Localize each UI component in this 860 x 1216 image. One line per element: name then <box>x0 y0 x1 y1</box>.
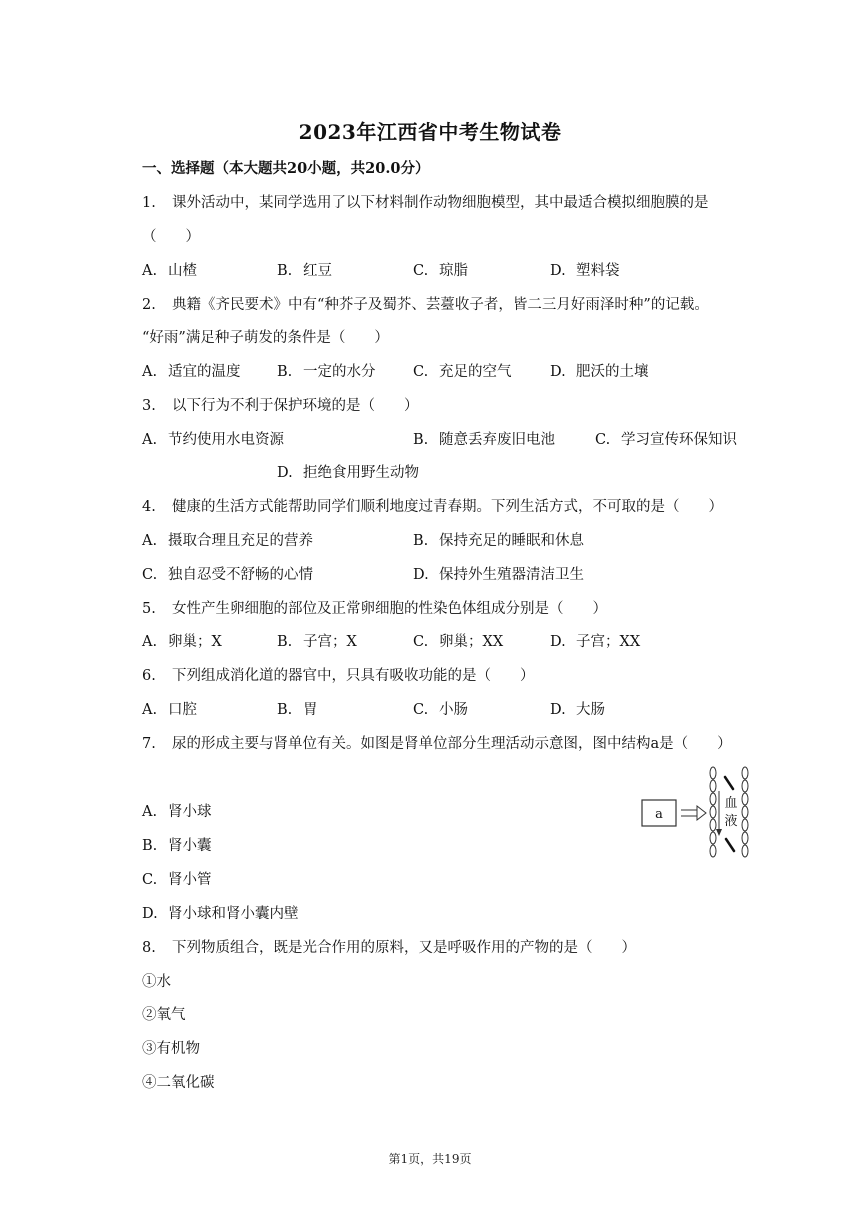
structure-a-label: a <box>655 807 663 822</box>
option-d[interactable]: D. 肥沃的土壤 <box>550 364 649 380</box>
blood-flow-arrow-icon <box>716 791 722 836</box>
option-c[interactable]: C. 小肠 <box>413 702 468 718</box>
question-6 <box>142 664 535 685</box>
option-c[interactable]: C. 充足的空气 <box>413 364 512 380</box>
option-b[interactable]: B. 胃 <box>277 702 318 718</box>
option-d[interactable]: D. 塑料袋 <box>550 263 620 279</box>
question-number: 5. <box>142 601 156 617</box>
question-1 <box>142 191 709 212</box>
option-d[interactable]: D. 拒绝食用野生动物 <box>277 465 419 481</box>
question-text: 以下行为不利于保护环境的是（ ） <box>172 398 419 414</box>
option-d[interactable]: D. 大肠 <box>550 702 605 718</box>
blood-label-1: 血 <box>724 796 738 811</box>
option-a[interactable]: A. 摄取合理且充足的营养 <box>142 533 313 549</box>
option-c[interactable]: C. 卵巢；XX <box>413 634 504 650</box>
question-text: 典籍《齐民要术》中有“种芥子及蜀芥、芸薹收子者，皆二三月好雨泽时种”的记载。 <box>172 297 709 313</box>
question-text: 下列物质组合，既是光合作用的原料，又是呼吸作用的产物的是（ ） <box>172 940 636 956</box>
cell-mark-top <box>725 777 733 789</box>
cell-mark-bottom <box>726 839 734 851</box>
question-number: 3. <box>142 398 156 414</box>
option-d[interactable]: D. 保持外生殖器清洁卫生 <box>413 567 584 583</box>
option-c[interactable]: C. 学习宣传环保知识 <box>595 432 737 448</box>
page-footer: 第1页，共19页 <box>388 1152 472 1166</box>
option-a[interactable]: A. 卵巢；X <box>142 634 222 650</box>
question-text-continued: “好雨”满足种子萌发的条件是（ ） <box>142 330 389 346</box>
vessel-left-wall <box>710 767 716 857</box>
question-4 <box>142 495 723 516</box>
list-item: ③有机物 <box>142 1041 200 1057</box>
right-arrow-icon <box>681 806 706 820</box>
question-text: 健康的生活方式能帮助同学们顺利地度过青春期。下列生活方式，不可取的是（ ） <box>172 499 723 515</box>
option-b[interactable]: B. 红豆 <box>277 263 332 279</box>
option-b[interactable]: B. 一定的水分 <box>277 364 376 380</box>
list-item: ②氧气 <box>142 1007 186 1023</box>
blood-label-2: 液 <box>724 814 738 829</box>
option-a[interactable]: A. 山楂 <box>142 263 197 279</box>
question-text: 女性产生卵细胞的部位及正常卵细胞的性染色体组成分别是（ ） <box>172 601 607 617</box>
option-b[interactable]: B. 保持充足的睡眠和休息 <box>413 533 584 549</box>
question-text: 课外活动中，某同学选用了以下材料制作动物细胞模型，其中最适合模拟细胞膜的是 <box>172 195 709 211</box>
question-8 <box>142 936 636 957</box>
question-5 <box>142 597 607 618</box>
list-item: ④二氧化碳 <box>142 1075 215 1091</box>
question-number: 6. <box>142 668 156 684</box>
question-number: 2. <box>142 297 156 313</box>
option-a[interactable]: A. 口腔 <box>142 702 197 718</box>
option-b[interactable]: B. 子宫；X <box>277 634 357 650</box>
page-title: 2023年江西省中考生物试卷 <box>298 120 562 144</box>
option-a[interactable]: A. 适宜的温度 <box>142 364 241 380</box>
list-item: ①水 <box>142 974 171 990</box>
option-d[interactable]: D. 子宫；XX <box>550 634 641 650</box>
option-b[interactable]: B. 随意丢弃废旧电池 <box>413 432 555 448</box>
option-a[interactable]: A. 肾小球 <box>142 804 212 820</box>
option-c[interactable]: C. 独自忍受不舒畅的心情 <box>142 567 313 583</box>
question-number: 1. <box>142 195 156 211</box>
question-text: 尿的形成主要与肾单位有关。如图是肾单位部分生理活动示意图，图中结构a是（ ） <box>172 736 732 752</box>
question-number: 8. <box>142 940 156 956</box>
question-7 <box>142 732 732 753</box>
nephron-diagram <box>640 765 752 863</box>
question-number: 7. <box>142 736 156 752</box>
question-3 <box>142 394 419 415</box>
question-2 <box>142 293 709 314</box>
question-text-continued: （ ） <box>142 229 200 245</box>
question-number: 4. <box>142 499 156 515</box>
option-d[interactable]: D. 肾小球和肾小囊内壁 <box>142 906 299 922</box>
option-c[interactable]: C. 肾小管 <box>142 872 212 888</box>
option-a[interactable]: A. 节约使用水电资源 <box>142 432 284 448</box>
nephron-diagram-svg <box>640 765 752 863</box>
option-c[interactable]: C. 琼脂 <box>413 263 468 279</box>
vessel-right-wall <box>742 767 748 857</box>
section-heading: 一、选择题（本大题共20小题，共20.0分） <box>142 160 430 177</box>
option-b[interactable]: B. 肾小囊 <box>142 838 212 854</box>
question-text: 下列组成消化道的器官中，只具有吸收功能的是（ ） <box>172 668 535 684</box>
